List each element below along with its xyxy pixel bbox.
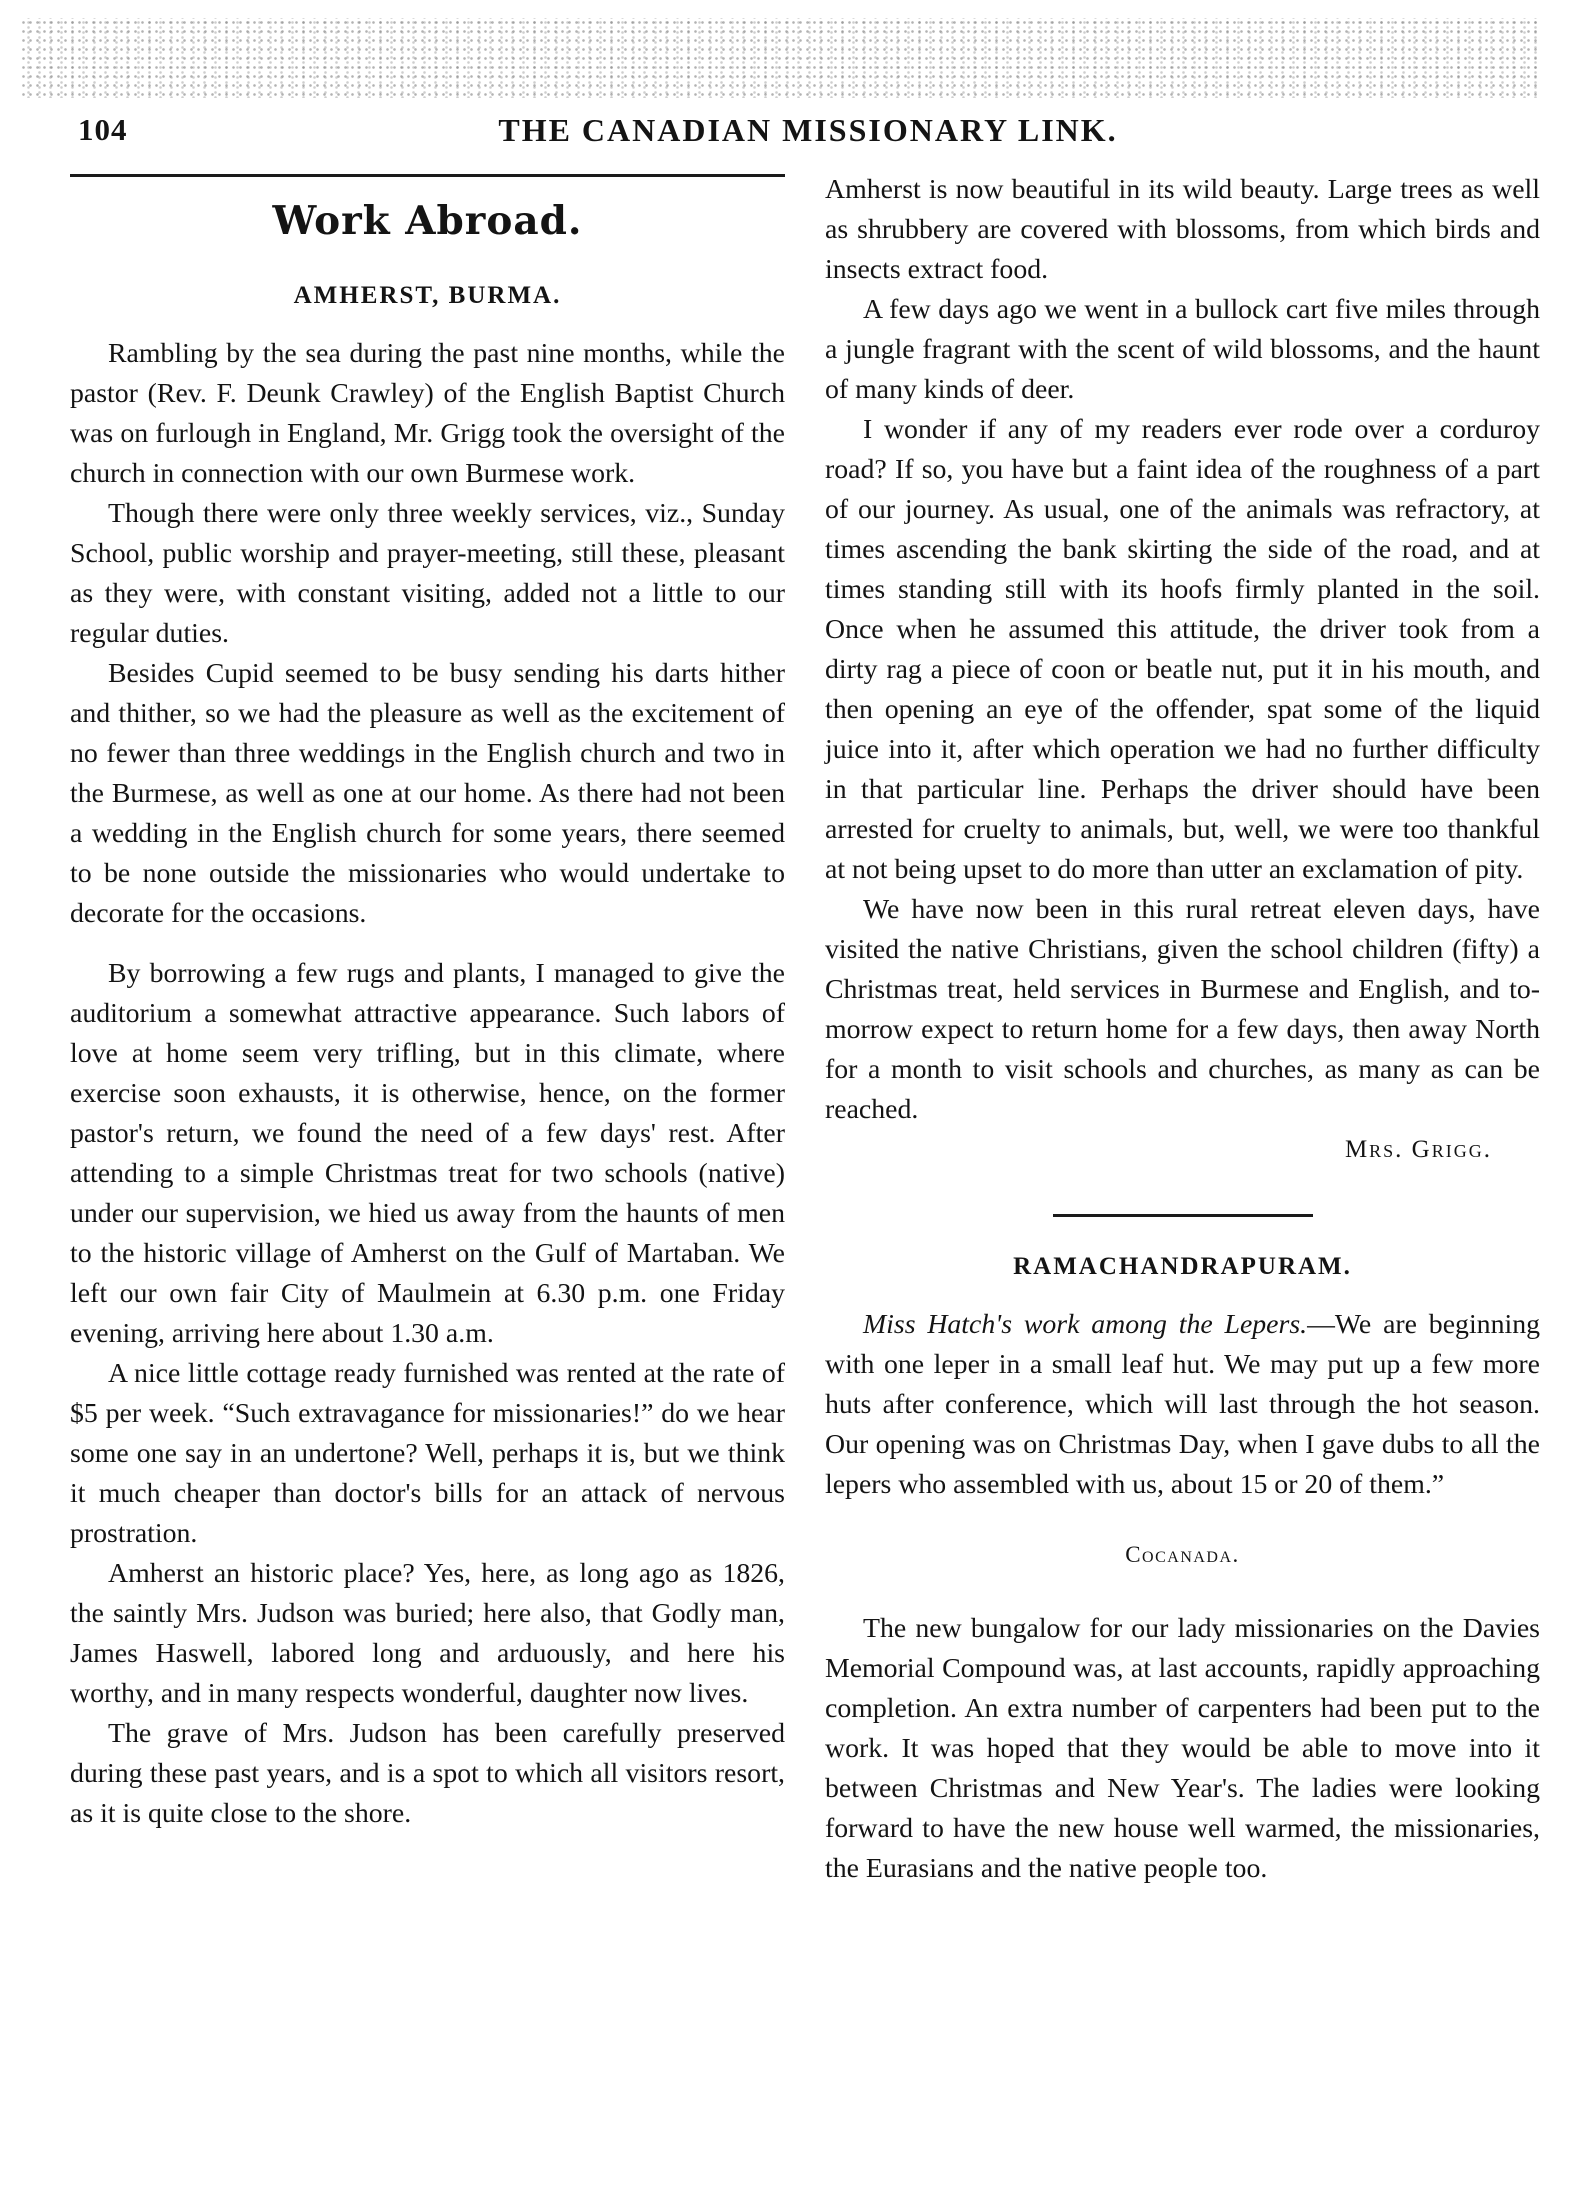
amherst-paragraph: The grave of Mrs. Judson has been carefully preserved during these past years, and is a spot to which all visitors resort, as it is quite close to the shore.	[70, 1718, 785, 1829]
amherst-heading: AMHERST, BURMA.	[293, 282, 562, 309]
amherst-paragraph: Rambling by the sea during the past nine months, while the pastor (Rev. F. Deunk Crawley) of the English Baptist Church was on furlough in England, Mr. Grigg took the oversight of the church in connection with our own Burmese work.	[70, 338, 785, 489]
amherst-continued-paragraph: A few days ago we went in a bullock cart five miles through a jungle fragrant with the scent of wild blossoms, and the haunt of many kinds of deer.	[825, 294, 1540, 405]
right-column	[825, 170, 1540, 1889]
ramachandrapuram-lead: Miss Hatch's work among the Lepers.	[863, 1309, 1308, 1340]
cocanada-paragraph: The new bungalow for our lady missionaries on the Davies Memorial Compound was, at last accounts, rapidly approaching completion. An extra number of carpenters had been put to the work. It was hoped that they would be able to move into it between Christmas and New Year's. The ladies were looking forward to have the new house well warmed, the missionaries, the Eurasians and the native people too.	[825, 1613, 1540, 1884]
left-column	[70, 170, 785, 1834]
amherst-paragraph: Though there were only three weekly services, viz., Sunday School, public worship and prayer-meeting, still these, pleasant as they were, with constant visiting, added not a little to our regular duties.	[70, 498, 785, 649]
ramachandrapuram-text: —We are beginning with one leper in a small leaf hut. We may put up a few more huts after conference, which will last through the hot season. Our opening was on Christmas Day, when I gave dubs to all the lepers who assembled with us, about 15 or 20 of them.”	[825, 1309, 1540, 1500]
amherst-paragraph: Amherst an historic place? Yes, here, as long ago as 1826, the saintly Mrs. Judson was buried; here also, that Godly man, James Haswell, labored long and arduously, and here his worthy, and in many respects wonderful, daughter now lives.	[70, 1558, 785, 1709]
running-title: THE CANADIAN MISSIONARY LINK.	[498, 112, 1118, 148]
ramachandrapuram-paragraph	[825, 1305, 1540, 1505]
amherst-paragraph: By borrowing a few rugs and plants, I managed to give the auditorium a somewhat attractive appearance. Such labors of love at home seem very trifling, but in this climate, where exercise soon exhausts, it is otherwise, hence, on the former pastor's return, we found the need of a few days' rest. After attending to a simple Christmas treat for two schools (native) under our supervision, we hied us away from the haunts of men to the historic village of Amherst on the Gulf of Martaban. We left our own fair City of Maulmein at 6.30 p.m. one Friday evening, arriving here about 1.30 a.m.	[70, 958, 785, 1349]
paragraph-gap	[70, 934, 785, 954]
amherst-continued-paragraph: I wonder if any of my readers ever rode over a corduroy road? If so, you have but a faint idea of the roughness of a part of our journey. As usual, one of the animals was refractory, at times ascending the bank skirting the side of the road, and at times standing still with its hoofs firmly planted in the soil. Once when he assumed this attitude, the driver took from a dirty rag a piece of coon or beatle nut, put it in his mouth, and then opening an eye of the offender, spat some of the liquid juice into it, after which operation we had no further difficulty in that particular line. Perhaps the driver should have been arrested for cruelty to animals, but, well, we were too thankful at not being upset to do more than utter an exclamation of pity.	[825, 414, 1540, 885]
page-number: 104	[78, 112, 128, 147]
amherst-paragraph: A nice little cottage ready furnished was rented at the rate of $5 per week. “Such extravagance for missionaries!” do we hear some one say in an undertone? Well, perhaps it is, but we think it much cheaper than doctor's bills for an attack of nervous prostration.	[70, 1358, 785, 1549]
section-title: Work Abroad.	[272, 198, 583, 244]
amherst-continued-paragraph: Amherst is now beautiful in its wild beauty. Large trees as well as shrubbery are covered with blossoms, from which birds and insects extract food.	[825, 174, 1540, 285]
signature: Mrs. Grigg.	[1344, 1136, 1492, 1163]
page-header	[68, 108, 1528, 158]
amherst-paragraph: Besides Cupid seemed to be busy sending his darts hither and thither, so we had the pleasure as well as the excitement of no fewer than three weddings in the English church and two in the Burmese, as well as one at our home. As there had not been a wedding in the English church for some years, there seemed to be none outside the missionaries who would undertake to decorate for the occasions.	[70, 658, 785, 929]
amherst-continued-paragraph: We have now been in this rural retreat eleven days, have visited the native Christians, given the school children (fifty) a Christmas treat, held services in Burmese and English, and to-morrow expect to return home for a few days, then away North for a month to visit schools and churches, as many as can be reached.	[825, 894, 1540, 1125]
section-divider	[1053, 1214, 1313, 1217]
scan-noise	[20, 18, 1540, 98]
ramachandrapuram-heading: RAMACHANDRAPURAM.	[1013, 1253, 1352, 1280]
cocanada-heading: Cocanada.	[1125, 1542, 1240, 1567]
